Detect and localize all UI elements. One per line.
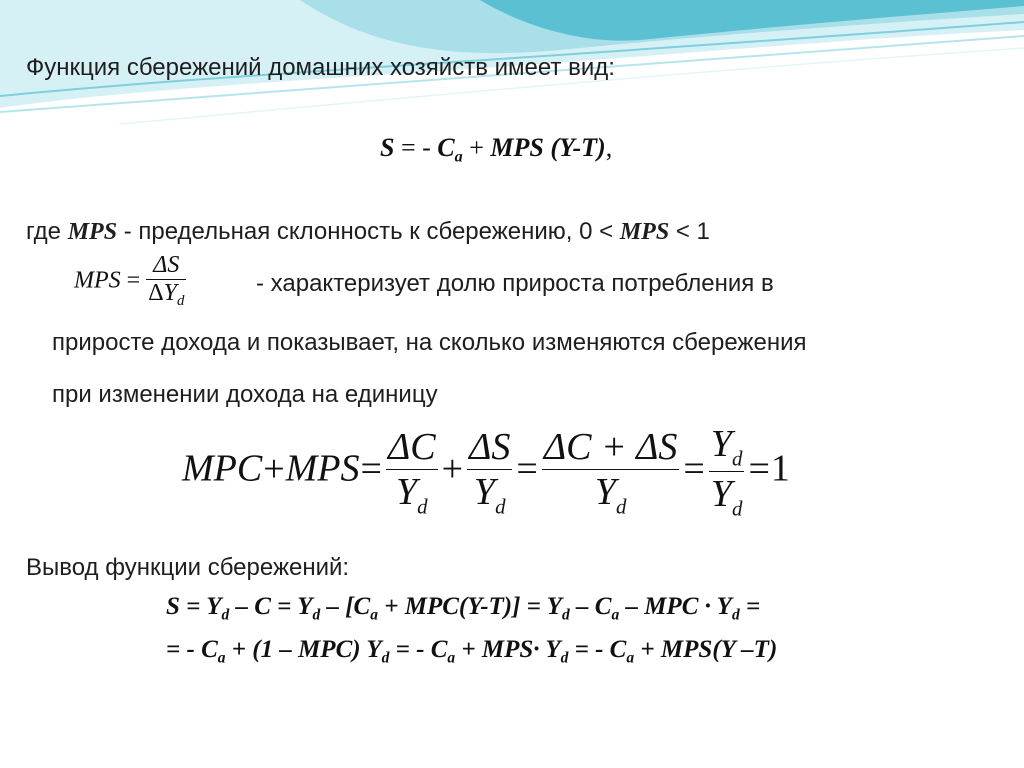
fraction-ds-yd: $\frac{\Delta S}{Y_d}$	[469, 425, 511, 519]
savings-function-formula: S = - $C_a$ + MPS (Y-T),	[380, 133, 613, 166]
mps-description-2: приросте дохода и показывает, на сколько изменяются сбережения	[52, 329, 807, 356]
mps-fraction: $\frac{\Delta S}{\Delta Y_d}$	[148, 252, 185, 310]
mps-fraction-formula: MPS = $\frac{\Delta S}{\Delta Y_d}$	[74, 252, 185, 310]
derivation-heading: Вывод функции сбережений:	[26, 554, 350, 581]
fraction-yd-yd: $\frac{Y_d}{Y_d}$	[710, 423, 743, 521]
intro-text: Функция сбережений домашних хозяйств имеет вид:	[26, 54, 615, 81]
mpc-mps-identity-formula: MPC+MPS= $\frac{\Delta C}{Y_d}$ + $\frac{\Delta S}{Y_d}$ = $\frac{\Delta C + \Delta S}{Y_d}$ = $\frac{Y_d}{Y_d}$ =1	[182, 423, 790, 521]
mps-definition-line: где MPS - предельная склонность к сбережению, 0 < MPS < 1	[26, 218, 710, 245]
derivation-line-1: $S = Y_d - C = Y_d - [C_a + MPC(Y-T)] = Y_d - C_a$ – MPC · $Y_d$ =	[166, 593, 761, 624]
fraction-dc-plus-ds-yd: $\frac{\Delta C + \Delta S}{Y_d}$	[543, 425, 678, 519]
mps-description-3: при изменении дохода на единицу	[52, 381, 438, 408]
mps-description-1: - характеризует долю прироста потребления в	[256, 270, 774, 297]
fraction-dc-yd: $\frac{\Delta C}{Y_d}$	[387, 425, 436, 519]
derivation-line-2: = - $C_a + (1 - MPC) Y_d$ = - $C_a + MPS\cdot Y_d$ = - $C_a + MPS(Y$ –T)	[166, 636, 778, 667]
